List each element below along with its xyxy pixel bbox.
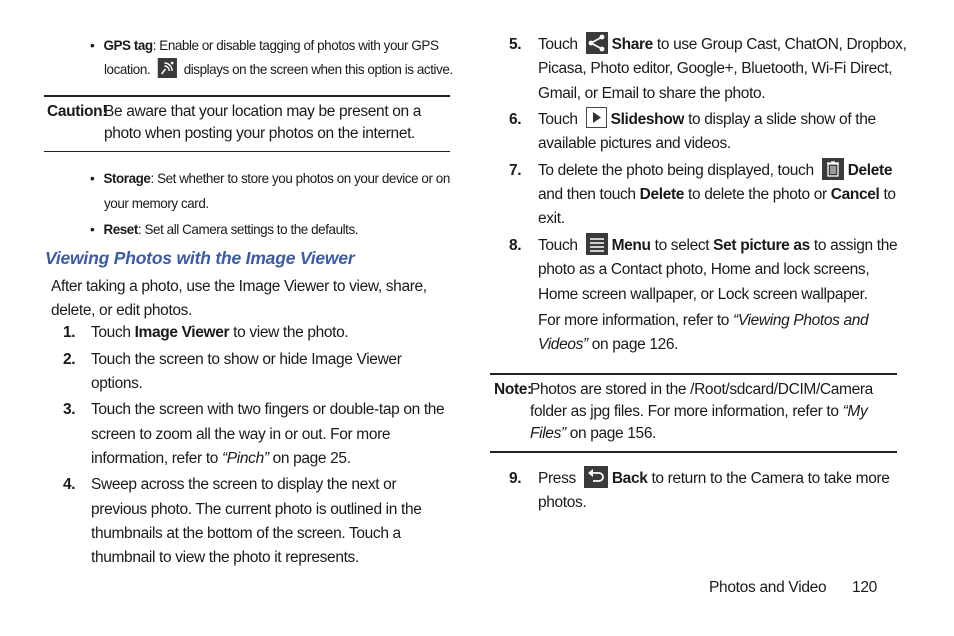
step-4-line2: previous photo. The current photo is outlined in the [91,501,422,518]
gps-tag-item [90,33,438,58]
step-4-line4: thumbnail to view the photo it represents. [91,549,359,566]
gps-tag-item-line2 [104,57,453,82]
reset-item [90,217,358,242]
menu-icon [586,233,608,255]
step-8-line5: Videos” on page 126. [538,336,679,353]
step-8-line2: photo as a Contact photo, Home and lock screens, [538,261,870,278]
caution-rule-bottom [44,151,450,152]
step-3-line2: screen to zoom all the way in or out. For more [91,426,391,443]
step-9-line2: photos. [538,494,587,511]
bullet: • [90,221,95,237]
storage-line2: your memory card. [104,195,209,211]
storage-term: Storage [103,170,151,186]
my-files-link-cont[interactable]: Files” [530,425,566,442]
storage-item [90,166,450,191]
reset-text: : Set all Camera settings to the defaults. [137,221,359,237]
caution-line2: photo when posting your photos on the internet. [104,125,416,142]
back-icon [584,466,608,488]
step-8-line3: Home screen wallpaper, or Lock screen wallpaper. [538,286,868,303]
caution-rule-top [44,95,450,97]
my-files-link[interactable]: “My [842,403,868,420]
step-3-line3: information, refer to “Pinch” on page 25. [91,450,351,467]
step-1: 1. Touch Image Viewer to view the photo. [63,324,349,341]
gps-text-location: location. [104,61,151,77]
caution-line1: Be aware that your location may be present on a [104,103,421,120]
step-8: 8. Touch Menu to select Set picture as to assign the [509,234,897,259]
intro-line1: After taking a photo, use the Image Viewer to view, share, [51,278,427,295]
section-heading: Viewing Photos with the Image Viewer [45,248,355,268]
step-7-line3: exit. [538,210,565,227]
note-label: Note: [494,381,532,398]
page-number: 120 [852,579,877,596]
note-line2: folder as jpg files. For more information, refer to “My [530,403,868,420]
step-7: 7. To delete the photo being displayed, touch Delete [509,159,892,184]
bullet: • [90,37,95,53]
step-4-line3: thumbnails at the bottom of the screen. Touch a [91,525,401,542]
pinch-link[interactable]: “Pinch” [222,450,269,467]
viewing-photos-link[interactable]: “Viewing Photos and [733,312,869,329]
step-4: 4. Sweep across the screen to display the next or [63,476,397,493]
note-rule-top [490,373,897,375]
gps-term: GPS tag [103,37,153,53]
share-icon [586,32,608,54]
viewing-photos-link-cont[interactable]: Videos” [538,336,588,353]
step-9: 9. Press Back to return to the Camera to take more [509,467,890,492]
step-7-line2: and then touch Delete to delete the photo or Cancel to [538,186,896,203]
step-8-line4: For more information, refer to “Viewing Photos and [538,312,869,329]
footer-section: Photos and Video [709,579,827,596]
intro-line2: delete, or edit photos. [51,302,193,319]
storage-text: : Set whether to store you photos on your device or on [150,170,450,186]
trash-icon [822,158,844,180]
caution-label: Caution! [47,103,108,120]
step-6-line2: available pictures and videos. [538,135,731,152]
gps-icon [157,58,176,78]
bullet: • [90,170,95,186]
reset-term: Reset [103,221,138,237]
play-icon [586,107,607,128]
note-line3: Files” on page 156. [530,425,657,442]
note-rule-bottom [490,451,897,453]
gps-text-active: displays on the screen when this option is active. [183,61,453,77]
step-2-line2: options. [91,375,143,392]
step-5: 5. Touch Share to use Group Cast, ChatON, Dropbox, [509,33,907,58]
step-5-line2: Picasa, Photo editor, Google+, Bluetooth, Wi-Fi Direct, [538,60,893,77]
gps-text: : Enable or disable tagging of photos with your GPS [152,37,439,53]
step-6: 6. Touch Slideshow to display a slide show of the [509,108,876,133]
step-5-line3: Gmail, or Email to share the photo. [538,85,766,102]
step-3: 3. Touch the screen with two fingers or double-tap on the [63,401,445,418]
note-line1: Photos are stored in the /Root/sdcard/DCIM/Camera [530,381,873,398]
step-2: 2. Touch the screen to show or hide Image Viewer [63,351,402,368]
